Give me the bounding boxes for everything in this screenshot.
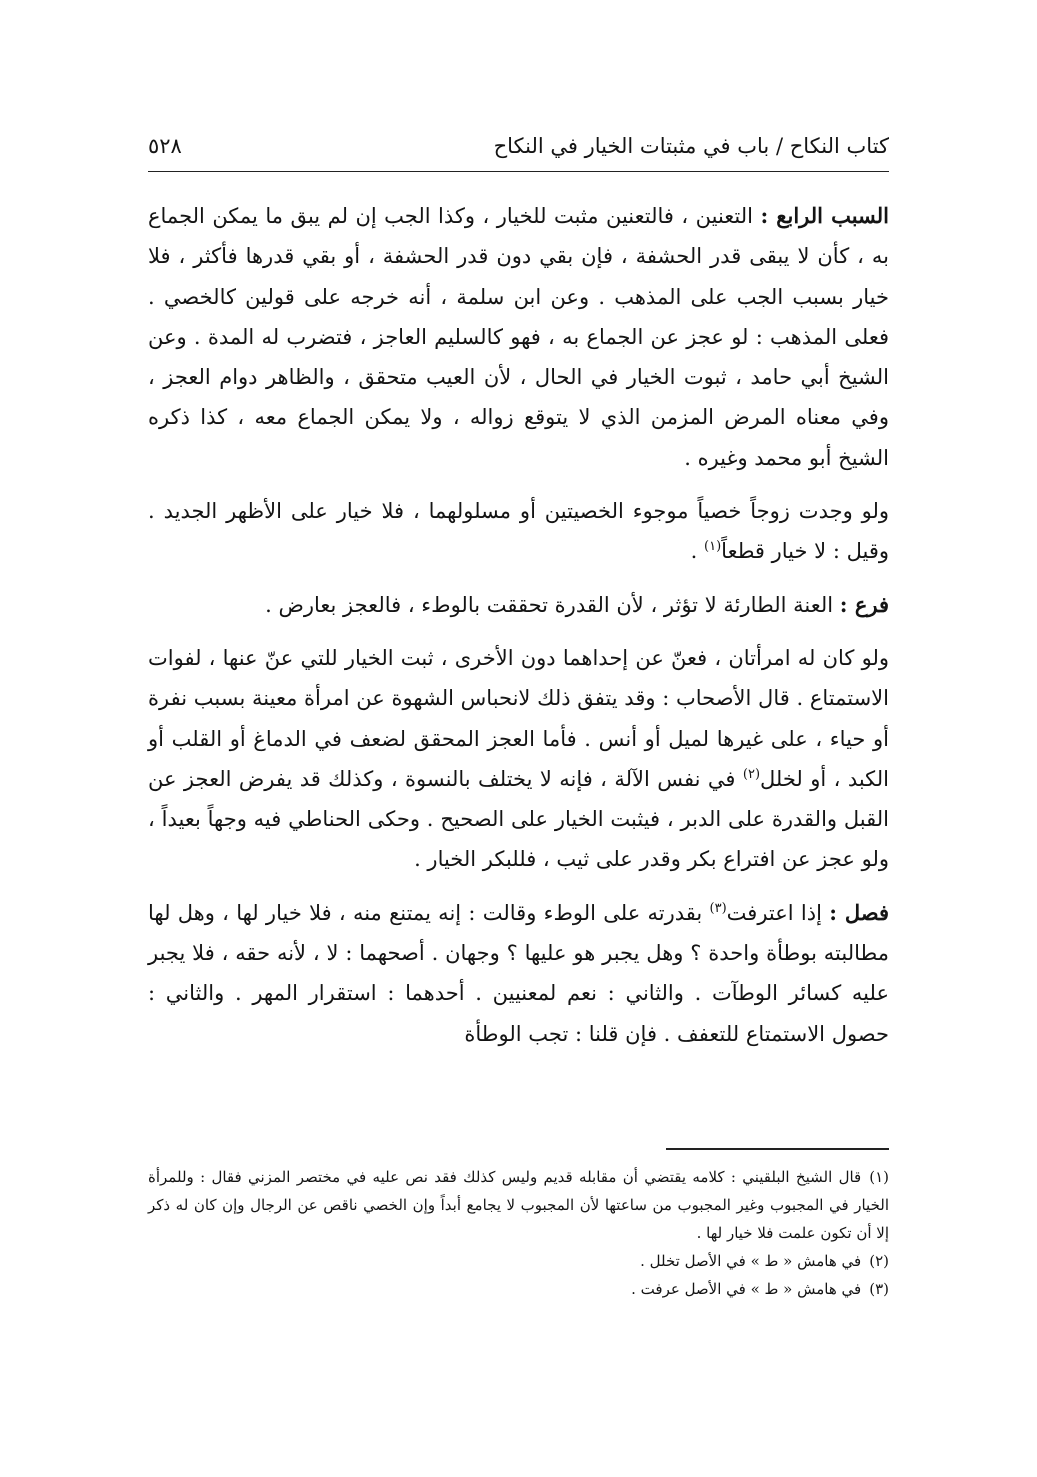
paragraph-castrated <box>148 491 889 572</box>
paragraph-text: . <box>690 539 705 564</box>
paragraph-text: ولو كان له امرأتان ، فعنّ عن إحداهما دون الأخرى ، ثبت الخيار للتي عنّ عنها ، لفوات الاستمتاع . قال الأصحاب : وقد يتفق ذلك لانحباس الشهوة عن امرأة معينة بسبب نفرة أو حياء ، على غيرها لميل أو أنس . فأما العجز المحقق لضعف في الدماغ أو القلب أو الكبد ، أو لخلل <box>148 645 890 791</box>
paragraph-text: التعنين ، فالتعنين مثبت للخيار ، وكذا الجب إن لم يبق ما يمكن الجماع به ، كأن لا يبقى قدر الحشفة ، فإن بقي دون قدر الحشفة ، أو بقي قدرها فأكثر ، فلا خيار بسبب الجب على المذهب . وعن ابن سلمة ، أنه خرجه على قولين كالخصي . فعلى المذهب : لو عجز عن الجماع به ، فهو كالسليم العاجز ، فتضرب له المدة . وعن الشيخ أبي حامد ، ثبوت الخيار في الحال ، لأن العيب متحقق ، والظاهر دوام العجز ، وفي معناه المرض المزمن الذي لا يتوقع زواله ، ولا يمكن الجماع معه ، كذا ذكره الشيخ أبو محمد وغيره . <box>148 204 889 470</box>
page-number: ٥٢٨ <box>148 134 182 158</box>
section-lead: السبب الرابع : <box>760 203 889 228</box>
footnote-text: في هامش « ط » في الأصل تخلل . <box>640 1252 862 1270</box>
footnote-separator <box>666 1148 889 1150</box>
paragraph-two-wives <box>148 638 889 880</box>
footnote-number: (٢) <box>869 1252 889 1270</box>
running-header <box>148 130 889 172</box>
paragraph-text: العنة الطارئة لا تؤثر ، لأن القدرة تحققت بالوطء ، فالعجز بعارض . <box>265 592 840 617</box>
main-text <box>148 196 889 1067</box>
footnote-3 <box>148 1275 889 1303</box>
footnote-marker: (١) <box>704 539 722 555</box>
paragraph-text: بقدرته على الوطء وقالت : إنه يمتنع منه ، فلا خيار لها ، وهل لها مطالبته بوطأة واحدة ؟ وهل يجبر هو عليها ؟ وجهان . أصحهما : لا ، لأنه حقه ، فلا يجبر عليه كسائر الوطآت . والثاني : نعم لمعنيين . أحدهما : استقرار المهر . والثاني : حصول الاستمتاع للتعفف . فإن قلنا : تجب الوطأة <box>148 900 889 1046</box>
footnote-2 <box>148 1247 889 1275</box>
running-title: كتاب النكاح / باب في مثبتات الخيار في النكاح <box>493 134 889 158</box>
footnote-marker: (٣) <box>709 900 727 916</box>
header-rule <box>148 171 889 172</box>
paragraph-fasl <box>148 893 889 1054</box>
paragraph-text: ولو وجدت زوجاً خصياً موجوء الخصيتين أو مسلولهما ، فلا خيار على الأظهر الجديد . وقيل : لا خيار قطعاً <box>148 499 889 564</box>
footnote-text: قال الشيخ البلقيني : كلامه يقتضي أن مقابله قديم وليس كذلك فقد نص عليه في مختصر المزني فقال : وللمرأة الخيار في المجبوب وغير المجبوب من ساعتها لأن المجبوب لا يجامع أبداً وإن الخصي ناقص عن الرجال وإن كان له ذكر إلا أن تكون علمت فلا خيار لها . <box>148 1168 889 1242</box>
footnotes <box>148 1163 889 1303</box>
footnote-text: في هامش « ط » في الأصل عرفت . <box>631 1280 862 1298</box>
section-lead: فصل : <box>829 899 890 925</box>
section-lead: فرع : <box>839 591 889 617</box>
footnote-1 <box>148 1163 889 1247</box>
footnote-marker: (٢) <box>742 766 761 782</box>
paragraph-far <box>148 585 889 625</box>
footnote-number: (٣) <box>869 1280 889 1298</box>
footnote-number: (١) <box>869 1168 890 1186</box>
paragraph-cause-four <box>148 196 889 478</box>
paragraph-text: إذا اعترفت <box>726 900 830 925</box>
paragraph-text: في نفس الآلة ، فإنه لا يختلف بالنسوة ، وكذلك قد يفرض العجز عن القبل والقدرة على الدبر ، فيثبت الخيار على الصحيح . وحكى الحناطي فيه وجهاً بعيداً ، ولو عجز عن افتراع بكر وقدر على ثيب ، فللبكر الخيار . <box>148 766 889 872</box>
